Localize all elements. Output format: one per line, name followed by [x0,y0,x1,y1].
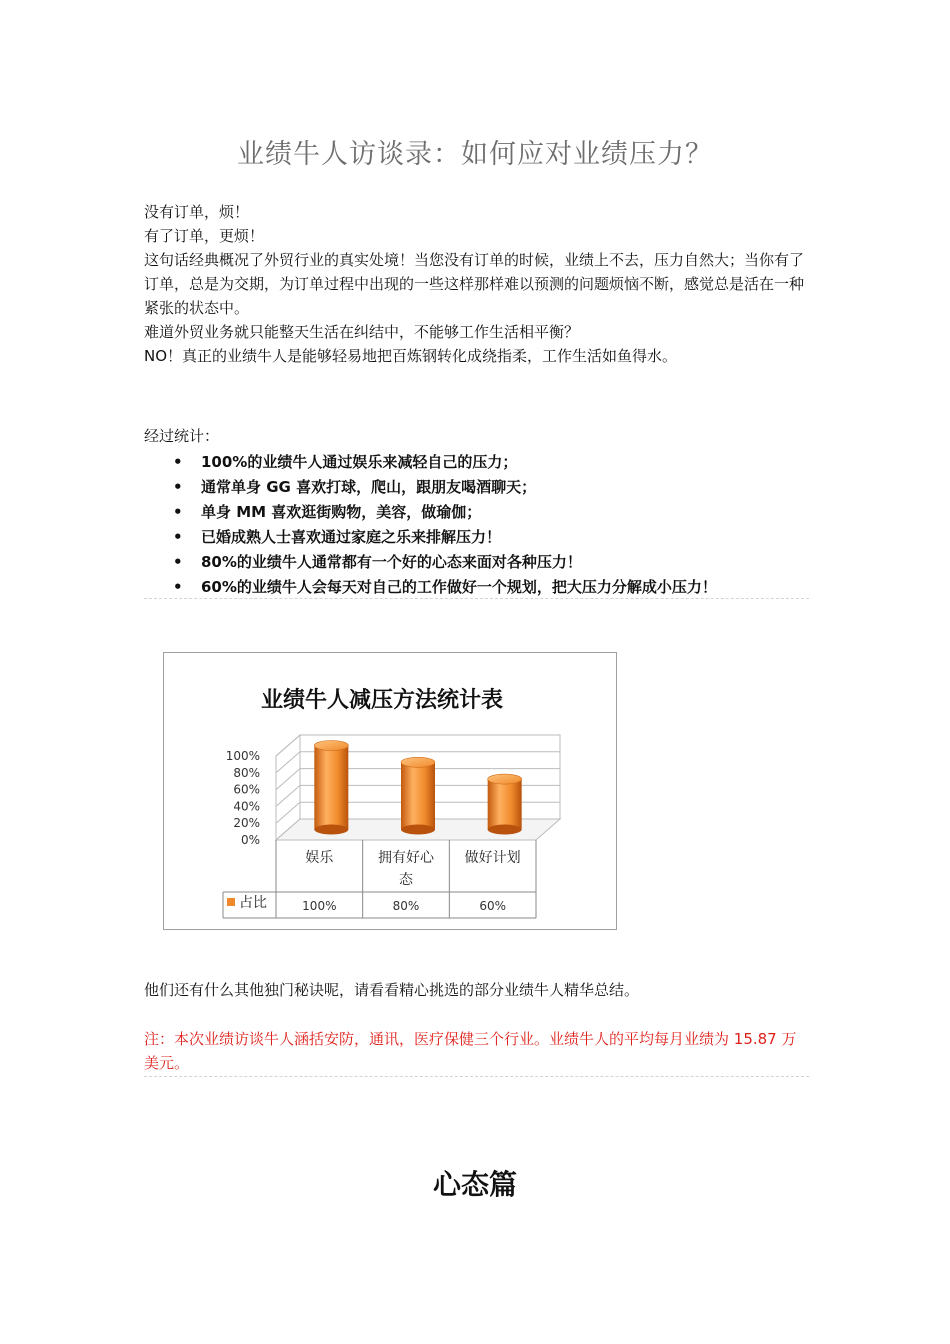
chart-data-label: 60% [479,899,507,913]
chart-y-tick-label: 100% [225,749,260,763]
chart-data-label: 80% [392,899,420,913]
chart-category-label: 做好计划 [464,850,521,866]
chart-frame [163,652,617,930]
stats-item: • 单身 MM 喜欢逛街购物，美容，做瑜伽； [144,500,809,525]
stats-list [144,450,809,600]
chart [164,653,616,929]
chart-bar [314,746,348,830]
chart-category-label: 娱乐 [305,850,334,866]
intro-block [144,200,809,368]
chart-bar [401,762,435,829]
chart-title: 业绩牛人减压方法统计表 [260,688,504,713]
chart-legend-swatch [227,898,235,906]
chart-y-tick-label: 40% [233,799,260,814]
stats-item: • 100%的业绩牛人通过娱乐来减轻自己的压力； [144,450,809,475]
chart-data-label: 100% [302,899,337,913]
dashed-divider [144,1076,809,1077]
chart-bar-top [401,757,435,767]
chart-bar-base [488,825,522,835]
stats-item: • 80%的业绩牛人通常都有一个好的心态来面对各种压力！ [144,550,809,575]
stats-heading: 经过统计： [144,427,220,445]
stats-item: • 通常单身 GG 喜欢打球，爬山，跟朋友喝酒聊天； [144,475,809,500]
chart-legend-label: 占比 [239,895,267,911]
chart-y-tick-label: 80% [233,765,260,780]
chart-category-label: 态 [399,872,413,888]
chart-bar-top [488,774,522,784]
intro-line: 没有订单，烦！ [144,203,250,221]
intro-line: NO！真正的业绩牛人是能够轻易地把百炼钢转化成绕指柔，工作生活如鱼得水。 [144,347,678,365]
chart-bar-top [314,741,348,751]
dashed-divider [144,598,809,599]
intro-paragraph: 这句话经典概况了外贸行业的真实处境！当您没有订单的时候，业绩上不去，压力自然大；当你有了订单，总是为交期，为订单过程中出现的一些这样那样难以预测的问题烦恼不断，感觉总是活在一种紧张的状态中。 [144,251,805,317]
intro-line: 难道外贸业务就只能整天生活在纠结中，不能够工作生活相平衡？ [144,323,580,341]
chart-y-tick-label: 60% [233,782,260,797]
note-text: 注：本次业绩访谈牛人涵括安防，通讯，医疗保健三个行业。业绩牛人的平均每月业绩为 15.87 万美元。 [144,1030,797,1072]
chart-bar-base [314,825,348,835]
intro-line: 有了订单，更烦！ [144,227,265,245]
stats-item: • 已婚成熟人士喜欢通过家庭之乐来排解压力！ [144,525,809,550]
chart-category-label: 拥有好心 [378,850,434,866]
chart-y-tick-label: 20% [233,816,260,831]
after-chart-text: 他们还有什么其他独门秘诀呢，请看看精心挑选的部分业绩牛人精华总结。 [144,981,640,999]
chart-bar [488,779,522,829]
chart-bar-base [401,825,435,835]
page-title: 业绩牛人访谈录：如何应对业绩压力？ [237,139,713,170]
section-title: 心态篇 [432,1168,517,1201]
chart-y-tick-label: 0% [240,833,260,847]
stats-item: • 60%的业绩牛人会每天对自己的工作做好一个规划，把大压力分解成小压力！ [144,575,809,600]
